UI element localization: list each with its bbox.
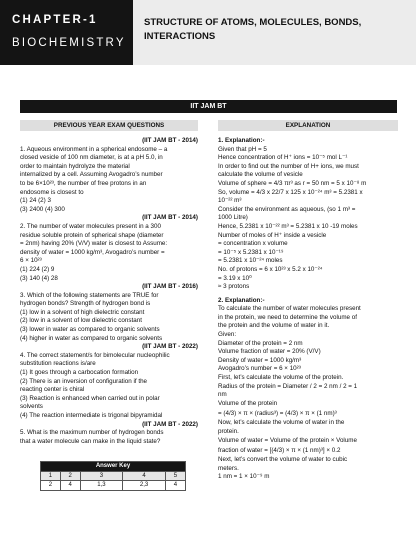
answer-key-table: [40, 461, 186, 491]
question-line: (1) 24 (2) 3: [20, 197, 51, 205]
question-line: (3) lower in water as compared to organic solvents: [20, 326, 160, 334]
question-line: reacting center is chiral: [20, 386, 85, 394]
explanation-line: Diameter of the protein = 2 nm: [218, 339, 303, 347]
explanation-line: = concentration x volume: [218, 240, 288, 248]
explanation-line: No. of protons = 6 x 10²³ x 5.2 x 10⁻²⁴: [218, 265, 323, 273]
answer-key-answer: 2,3: [123, 481, 166, 491]
question-line: (3) 140 (4) 28: [20, 274, 58, 282]
explanation-line: ≈ 3 protons: [218, 283, 250, 291]
explanation-line: calculate the volume of vesicle: [218, 171, 303, 179]
explanation-line: in the protein, we need to determine the volume of: [218, 313, 357, 321]
question-line: (2) There is an inversion of configuration if the: [20, 377, 148, 385]
question-line: to be 6×10²³, the number of free protons in an: [20, 179, 147, 187]
explanation-line: the protein and the volume of water in it.: [218, 322, 330, 330]
question-line: 3. Which of the following statements are TRUE for: [20, 291, 159, 299]
exam-bar: IIT JAM BT: [20, 100, 397, 113]
question-line: internalized by a cell. Assuming Avogadro’s number: [20, 171, 163, 179]
question-line: (4) The reaction intermediate is trigonal bipyramidal: [20, 412, 163, 419]
answer-key-number: 3: [80, 471, 123, 481]
explanation-line: = (4/3) × π × (radius³) = (4/3) × π × (1 nm)³: [218, 410, 337, 418]
explanation-line: So, volume = 4/3 x 22/7 x 125 x 10⁻²⁴ m³ = 5.2381 x: [218, 188, 363, 196]
explanation-line: Density of water = 1000 kg/m³: [218, 356, 302, 364]
chapter-title-block: [133, 0, 416, 65]
question-line: (1) low in a solvent of high dielectric constant: [20, 308, 145, 316]
question-line: (2) low in a solvent of low dielectric constant: [20, 317, 142, 325]
chapter-title: STRUCTURE OF ATOMS, MOLECULES, BONDS, INTERACTIONS: [144, 17, 362, 42]
explanation-line: Avogadro’s number = 6 × 10²³: [218, 365, 301, 373]
question-line: (IIT JAM BT - 2014): [142, 214, 198, 222]
explanation-line: = 5.2381 x 10⁻²⁴ moles: [218, 257, 283, 265]
question-line: (IIT JAM BT - 2014): [142, 137, 198, 144]
question-line: substitution reactions is/are: [20, 360, 96, 368]
question-line: solvents: [20, 403, 43, 411]
question-line: density of water = 1000 kg/m³, Avogadro’s number =: [20, 248, 165, 256]
question-line: 1. Aqueous environment in a spherical endosome – a: [20, 145, 168, 153]
answer-key-answer: 1,3: [80, 481, 123, 491]
question-line: (3) 2400 (4) 300: [20, 205, 65, 213]
question-line: (1) 224 (2) 9: [20, 265, 55, 273]
question-line: (4) higher in water as compared to organic solvents: [20, 334, 163, 342]
chapter-header-block: [0, 0, 133, 65]
question-line: that a water molecule can make in the liquid state?: [20, 437, 161, 445]
explanation-line: Next, let’s convert the volume of water to cubic: [218, 456, 348, 464]
explanation-line: 1 nm = 1 × 10⁻⁹ m: [218, 473, 270, 481]
question-line: hydrogen bonds? Strength of hydrogen bond is: [20, 300, 151, 308]
answer-key-title: Answer Key: [41, 462, 186, 472]
question-line: (1) It goes through a carbocation formation: [20, 369, 139, 377]
explanation-line: = 10⁻⁵ x 5.2381 x 10⁻¹⁹: [218, 248, 284, 256]
explanation-line: nm: [218, 391, 227, 399]
questions-column: [20, 137, 198, 446]
question-line: (3) Reaction is enhanced when carried out in polar: [20, 394, 160, 402]
explanation-line: To calculate the number of water molecules present: [218, 305, 361, 313]
question-line: residue soluble protein of spherical shape (diameter: [20, 231, 164, 239]
explanation-line: 10⁻²² m³: [218, 197, 242, 205]
explanation-line: 1. Explanation:-: [218, 137, 265, 144]
explanation-line: Now, let’s calculate the volume of water in the: [218, 419, 345, 427]
explanation-line: Volume fraction of water = 20% (V/V): [218, 348, 321, 356]
explanation-line: Hence concentration of H⁺ ions = 10⁻⁵ mol L⁻¹: [218, 154, 348, 162]
explanation-column: [218, 137, 398, 482]
question-line: (IIT JAM BT - 2022): [142, 343, 198, 351]
answer-key-number: 4: [123, 471, 166, 481]
question-line: endosome is closest to: [20, 188, 84, 196]
explanation-line: protein.: [218, 428, 239, 435]
explanation-line: Radius of the protein = Diameter / 2 = 2 nm / 2 = 1: [218, 382, 358, 390]
questions-heading: PREVIOUS YEAR EXAM QUESTIONS: [20, 120, 198, 131]
explanation-line: Number of moles of H⁺ inside a vesicle: [218, 231, 327, 239]
question-line: = 2nm) having 20% (V/V) water is closest to Assume:: [20, 240, 168, 248]
question-line: (IIT JAM BT - 2022): [142, 420, 198, 428]
explanation-line: meters.: [218, 464, 239, 472]
answer-key-answer: 4: [165, 481, 185, 491]
explanation-line: fraction of water = [(4/3) × π × (1 nm)³] × 0.2: [218, 447, 341, 455]
answer-key-answer: 2: [41, 481, 61, 491]
answer-key-number: 2: [60, 471, 80, 481]
answer-key-number: 5: [165, 471, 185, 481]
explanation-line: 1000 Litre): [218, 214, 248, 222]
question-line: 4. The correct statement/s for bimolecular nucleophilic: [20, 351, 170, 359]
question-line: 5. What is the maximum number of hydrogen bonds: [20, 429, 164, 437]
question-line: (IIT JAM BT - 2016): [142, 283, 198, 291]
explanation-line: Volume of sphere = 4/3 πr³ as r = 50 nm = 5 x 10⁻⁸ m: [218, 179, 367, 187]
subject-label: BIOCHEMISTRY: [12, 37, 126, 49]
explanation-line: First, let’s calculate the volume of the protein.: [218, 374, 344, 382]
answer-key-number: 1: [41, 471, 61, 481]
question-line: order to maintain hydrolyze the material: [20, 162, 130, 170]
explanation-heading: EXPLANATION: [218, 120, 398, 131]
question-line: 2. The number of water molecules present in a 300: [20, 222, 161, 230]
explanation-line: Hence, 5.2381 x 10⁻²² m³ = 5.2381 x 10 -19 moles: [218, 222, 358, 230]
explanation-line: = 3.19 x 10⁰: [218, 274, 252, 282]
explanation-line: Volume of the protein: [218, 399, 278, 407]
explanation-line: 2. Explanation:-: [218, 296, 265, 304]
chapter-label: CHAPTER-1: [12, 14, 98, 26]
explanation-line: Given:: [218, 331, 237, 339]
explanation-line: In order to find out the number of H+ ions, we must: [218, 162, 359, 170]
explanation-line: Given that pH = 5: [218, 145, 267, 153]
question-line: 6 × 10²³: [20, 257, 42, 265]
question-line: closed vesicle of 100 nm diameter, is at a pH 5.0, in: [20, 154, 163, 162]
explanation-line: Consider the environment as aqueous, (so 1 m³ =: [218, 205, 356, 213]
answer-key-answer: 4: [60, 481, 80, 491]
explanation-line: Volume of water = Volume of the protein × Volume: [218, 436, 357, 444]
